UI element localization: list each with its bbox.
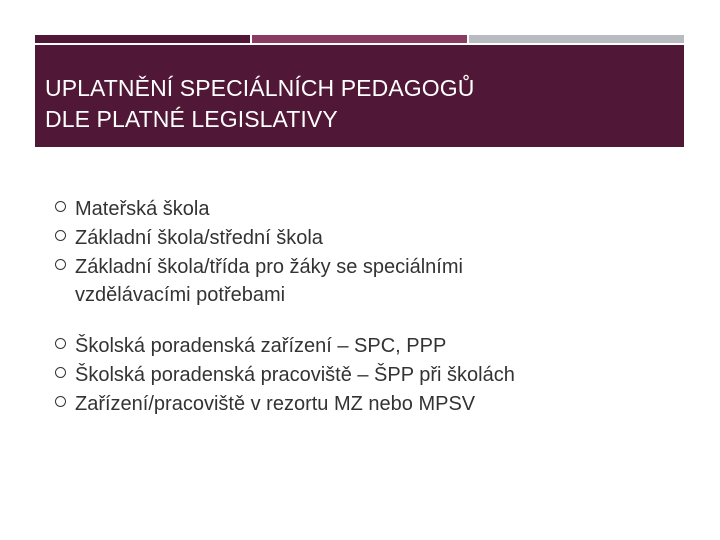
slide-title-line-1: UPLATNĚNÍ SPECIÁLNÍCH PEDAGOGŮ (45, 75, 475, 101)
list-item-text: Mateřská škola (75, 198, 210, 220)
hollow-circle-bullet-icon (55, 338, 66, 349)
list-item-text: Zařízení/pracoviště v rezortu MZ nebo MPSV (75, 393, 476, 415)
hollow-circle-bullet-icon (55, 367, 66, 378)
accent-bar-dark (35, 35, 250, 43)
list-item-text: Základní škola/střední škola (75, 227, 323, 249)
accent-bar-gray (469, 35, 684, 43)
hollow-circle-bullet-icon (55, 230, 66, 241)
list-item (55, 195, 655, 223)
bullet-list-counseling (55, 332, 655, 419)
list-item-text-line-2: vzdělávacími potřebami (75, 284, 286, 306)
list-item-text: Školská poradenská pracoviště – ŠPP při školách (75, 364, 515, 386)
accent-bars (35, 35, 684, 43)
hollow-circle-bullet-icon (55, 396, 66, 407)
title-banner (35, 45, 684, 147)
hollow-circle-bullet-icon (55, 259, 66, 270)
list-item (55, 332, 655, 360)
slide-title-line-2: DLE PLATNÉ LEGISLATIVY (45, 106, 338, 132)
accent-bar-medium (252, 35, 467, 43)
list-item (55, 390, 655, 418)
slide-title (45, 73, 684, 135)
list-item-text: Školská poradenská zařízení – SPC, PPP (75, 335, 447, 357)
bullet-list-schools (55, 195, 655, 310)
list-item-text-line-1: Základní škola/třída pro žáky se speciálními (75, 256, 463, 278)
hollow-circle-bullet-icon (55, 201, 66, 212)
list-item (55, 224, 655, 252)
list-item (55, 253, 655, 309)
list-item (55, 361, 655, 389)
